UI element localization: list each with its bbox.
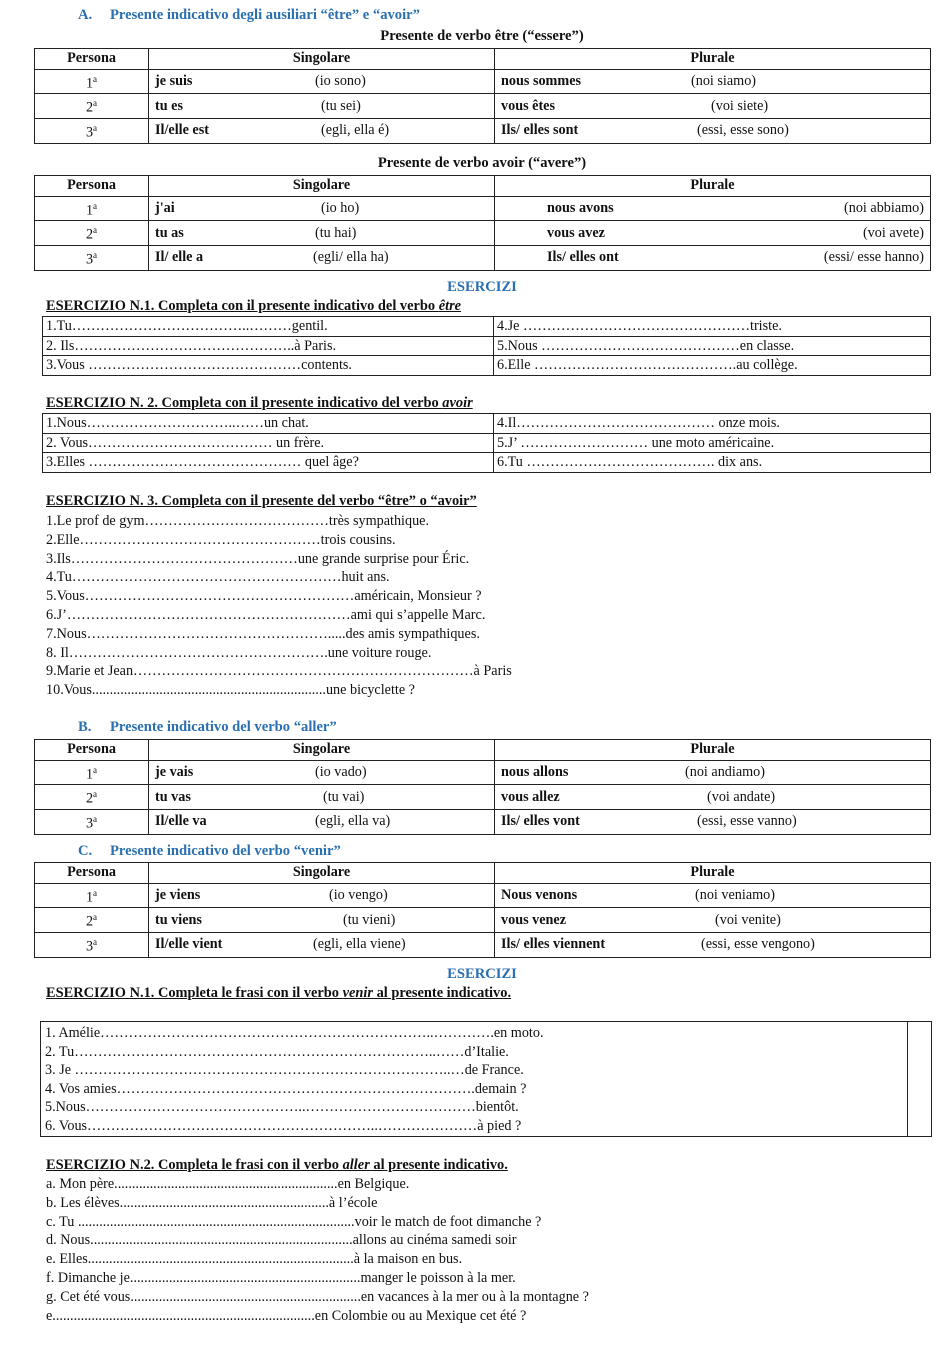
persona-cell: 1$^a$ bbox=[35, 760, 149, 785]
plural-cell: nous allons (noi andiamo) bbox=[495, 760, 931, 785]
exercise-cell: 1.Tu………………………………..………gentil. bbox=[43, 317, 494, 337]
exercise-cell: 2. Vous………………………………… un frère. bbox=[43, 433, 494, 453]
ex1-venir-heading: ESERCIZIO N.1. Completa le frasi con il verbo venir al presente indicativo. bbox=[46, 985, 512, 1001]
plural-cell: Nous venons (noi veniamo) bbox=[495, 883, 931, 908]
exercise-cell: 1.Nous…………………………..……un chat. bbox=[43, 414, 494, 434]
singular-cell: je viens (io vengo) bbox=[149, 883, 495, 908]
table-row bbox=[43, 317, 931, 337]
ex1-etre-table bbox=[42, 316, 931, 376]
list-item: g. Cet été vous.................................................................en vacances à la mer ou à la montagne ? bbox=[46, 1288, 589, 1305]
table-row bbox=[43, 414, 931, 434]
table-row bbox=[35, 932, 931, 957]
plural-cell: Ils/ elles ont (essi/ esse hanno) bbox=[495, 245, 931, 270]
plural-cell: vous êtes (voi siete) bbox=[495, 94, 931, 119]
exercise-cell: 5.Nous ……………………………………en classe. bbox=[494, 336, 931, 356]
esercizi-title-2: ESERCIZI bbox=[447, 966, 517, 982]
plural-cell: vous venez (voi venite) bbox=[495, 908, 931, 933]
persona-cell: 3$^a$ bbox=[35, 245, 149, 270]
persona-cell: 1$^a$ bbox=[35, 69, 149, 94]
table-row bbox=[35, 809, 931, 834]
persona-cell: 2$^a$ bbox=[35, 908, 149, 933]
list-item: a. Mon père...............................................................en Belgique. bbox=[46, 1176, 410, 1192]
ex1-etre-heading: ESERCIZIO N.1. Completa con il presente indicativo del verbo être bbox=[46, 298, 462, 314]
persona-cell: 1$^a$ bbox=[35, 883, 149, 908]
singular-cell: tu es (tu sei) bbox=[149, 94, 495, 119]
etre-table-caption: Presente de verbo être (“essere”) bbox=[380, 28, 584, 44]
singular-cell: Il/elle vient (egli, ella viene) bbox=[149, 932, 495, 957]
list-item: 6.J’……………………………………………………ami qui s’appelle Marc. bbox=[46, 606, 486, 623]
persona-cell: 2$^a$ bbox=[35, 221, 149, 246]
exercise-cell: 6.Tu …………………………………. dix ans. bbox=[494, 453, 931, 473]
section-a-letter: A. bbox=[78, 7, 93, 23]
plural-cell: Ils/ elles sont (essi, esse sono) bbox=[495, 118, 931, 143]
singular-cell: tu as (tu hai) bbox=[149, 221, 495, 246]
exercise-cell: 6.Elle …………………………………….au collège. bbox=[494, 356, 931, 376]
plural-cell: Ils/ elles viennent (essi, esse vengono) bbox=[495, 932, 931, 957]
header-singolare: Singolare bbox=[149, 740, 495, 761]
section-a-heading bbox=[78, 7, 420, 24]
venir-table-header bbox=[35, 863, 931, 884]
section-c-heading bbox=[78, 843, 341, 860]
aller-table bbox=[34, 739, 931, 835]
aller-table-header bbox=[35, 740, 931, 761]
header-persona: Persona bbox=[35, 49, 149, 70]
esercizi-title-1: ESERCIZI bbox=[447, 279, 517, 295]
section-b-letter: B. bbox=[78, 719, 92, 735]
ex3-heading: ESERCIZIO N. 3. Completa con il presente del verbo “être” o “avoir” bbox=[46, 493, 477, 509]
section-c-title: Presente indicativo del verbo “venir” bbox=[110, 843, 341, 859]
ex2-aller-heading: ESERCIZIO N.2. Completa le frasi con il verbo aller al presente indicativo. bbox=[46, 1157, 508, 1173]
table-row bbox=[35, 883, 931, 908]
list-item: 3. Je ……………………………………………………………………..…de France. bbox=[45, 1062, 524, 1078]
list-item: 1. Amélie……………………………………………………………..………….en moto. bbox=[45, 1025, 544, 1041]
table-row bbox=[43, 356, 931, 376]
persona-cell: 3$^a$ bbox=[35, 809, 149, 834]
etre-table bbox=[34, 48, 931, 144]
singular-cell: tu viens (tu vieni) bbox=[149, 908, 495, 933]
list-item: c. Tu ..............................................................................voir le match de foot dimanche ? bbox=[46, 1213, 542, 1230]
list-item: 4.Tu…………………………………………………huit ans. bbox=[46, 569, 390, 586]
ex3-lines bbox=[46, 512, 512, 700]
table-row bbox=[35, 785, 931, 810]
table-row bbox=[35, 221, 931, 246]
list-item: 6. Vous……………………………………………………..…………………à pied ? bbox=[45, 1117, 522, 1134]
list-item: e..........................................................................en Colombie ou au Mexique cet été ? bbox=[46, 1307, 527, 1324]
plural-cell: vous allez (voi andate) bbox=[495, 785, 931, 810]
header-singolare: Singolare bbox=[149, 49, 495, 70]
ex2-avoir-heading: ESERCIZIO N. 2. Completa con il presente indicativo del verbo avoir bbox=[46, 395, 473, 411]
list-item: 9.Marie et Jean………………………………………………………………à Paris bbox=[46, 663, 512, 680]
singular-cell: je vais (io vado) bbox=[149, 760, 495, 785]
table-row bbox=[35, 94, 931, 119]
header-plurale: Plurale bbox=[495, 740, 931, 761]
box-divider bbox=[907, 1022, 908, 1136]
singular-cell: tu vas (tu vai) bbox=[149, 785, 495, 810]
header-persona: Persona bbox=[35, 863, 149, 884]
list-item: e. Elles...........................................................................à la maison en bus. bbox=[46, 1251, 463, 1268]
exercise-cell: 2. Ils………………………………………..à Paris. bbox=[43, 336, 494, 356]
persona-cell: 3$^a$ bbox=[35, 932, 149, 957]
persona-cell: 2$^a$ bbox=[35, 94, 149, 119]
header-persona: Persona bbox=[35, 176, 149, 197]
persona-cell: 2$^a$ bbox=[35, 785, 149, 810]
table-row bbox=[43, 336, 931, 356]
table-row bbox=[35, 760, 931, 785]
list-item: 5.Vous…………………………………………………américain, Monsieur ? bbox=[46, 588, 482, 605]
list-item: 2.Elle……………………………………………trois cousins. bbox=[46, 531, 396, 548]
ex1-venir-box bbox=[40, 1021, 932, 1137]
table-row bbox=[35, 908, 931, 933]
list-item: d. Nous..........................................................................allons au cinéma samedi soir bbox=[46, 1232, 517, 1249]
exercise-cell: 4.Il…………………………………… onze mois. bbox=[494, 414, 931, 434]
avoir-table bbox=[34, 175, 931, 271]
avoir-table-caption: Presente de verbo avoir (“avere”) bbox=[377, 155, 587, 171]
avoir-table-header bbox=[35, 176, 931, 197]
list-item: 4. Vos amies………………………………………………………………….demain ? bbox=[45, 1080, 527, 1097]
list-item: 2. Tu…………………………………………………………………..……d’Italie. bbox=[45, 1043, 509, 1060]
header-singolare: Singolare bbox=[149, 863, 495, 884]
table-row bbox=[35, 245, 931, 270]
section-b-title: Presente indicativo del verbo “aller” bbox=[110, 719, 337, 735]
exercise-cell: 4.Je …………………………………………triste. bbox=[494, 317, 931, 337]
exercise-cell: 3.Elles ……………………………………… quel âge? bbox=[43, 453, 494, 473]
plural-cell: Ils/ elles vont (essi, esse vanno) bbox=[495, 809, 931, 834]
list-item: b. Les élèves...........................................................à l’école bbox=[46, 1194, 378, 1211]
list-item: 10.Vous..................................................................une bicyclette ? bbox=[46, 682, 415, 699]
header-plurale: Plurale bbox=[495, 49, 931, 70]
singular-cell: Il/elle va (egli, ella va) bbox=[149, 809, 495, 834]
list-item: 7.Nous…………………………………………….....des amis sympathiques. bbox=[46, 625, 480, 642]
plural-cell: vous avez (voi avete) bbox=[495, 221, 931, 246]
persona-cell: 1$^a$ bbox=[35, 196, 149, 221]
ex2-avoir-table bbox=[42, 413, 931, 473]
header-plurale: Plurale bbox=[495, 176, 931, 197]
table-row bbox=[35, 69, 931, 94]
list-item: 5.Nous………………………………………..………………………………bientôt. bbox=[45, 1099, 519, 1115]
exercise-cell: 3.Vous ………………………………………contents. bbox=[43, 356, 494, 376]
table-row bbox=[43, 453, 931, 473]
singular-cell: j'ai (io ho) bbox=[149, 196, 495, 221]
header-plurale: Plurale bbox=[495, 863, 931, 884]
singular-cell: je suis (io sono) bbox=[149, 69, 495, 94]
venir-table bbox=[34, 862, 931, 958]
singular-cell: Il/ elle a (egli/ ella ha) bbox=[149, 245, 495, 270]
table-row bbox=[43, 433, 931, 453]
plural-cell: nous avons (noi abbiamo) bbox=[495, 196, 931, 221]
list-item: 1.Le prof de gym…………………………………très sympathique. bbox=[46, 513, 430, 529]
persona-cell: 3$^a$ bbox=[35, 118, 149, 143]
singular-cell: Il/elle est (egli, ella é) bbox=[149, 118, 495, 143]
plural-cell: nous sommes (noi siamo) bbox=[495, 69, 931, 94]
ex2-aller-lines bbox=[46, 1175, 589, 1325]
section-a-title: Presente indicativo degli ausiliari “être” e “avoir” bbox=[110, 7, 420, 23]
header-persona: Persona bbox=[35, 740, 149, 761]
list-item: 8. Il……………………………………………….une voiture rouge. bbox=[46, 644, 432, 661]
table-row bbox=[35, 118, 931, 143]
list-item: 3.Ils…………………………………………une grande surprise pour Éric. bbox=[46, 550, 470, 567]
table-row bbox=[35, 196, 931, 221]
header-singolare: Singolare bbox=[149, 176, 495, 197]
section-c-letter: C. bbox=[78, 843, 93, 859]
section-b-heading bbox=[78, 719, 337, 736]
list-item: f. Dimanche je.................................................................manger le poisson à la mer. bbox=[46, 1269, 516, 1286]
exercise-cell: 5.J’ ……………………… une moto américaine. bbox=[494, 433, 931, 453]
etre-table-header bbox=[35, 49, 931, 70]
